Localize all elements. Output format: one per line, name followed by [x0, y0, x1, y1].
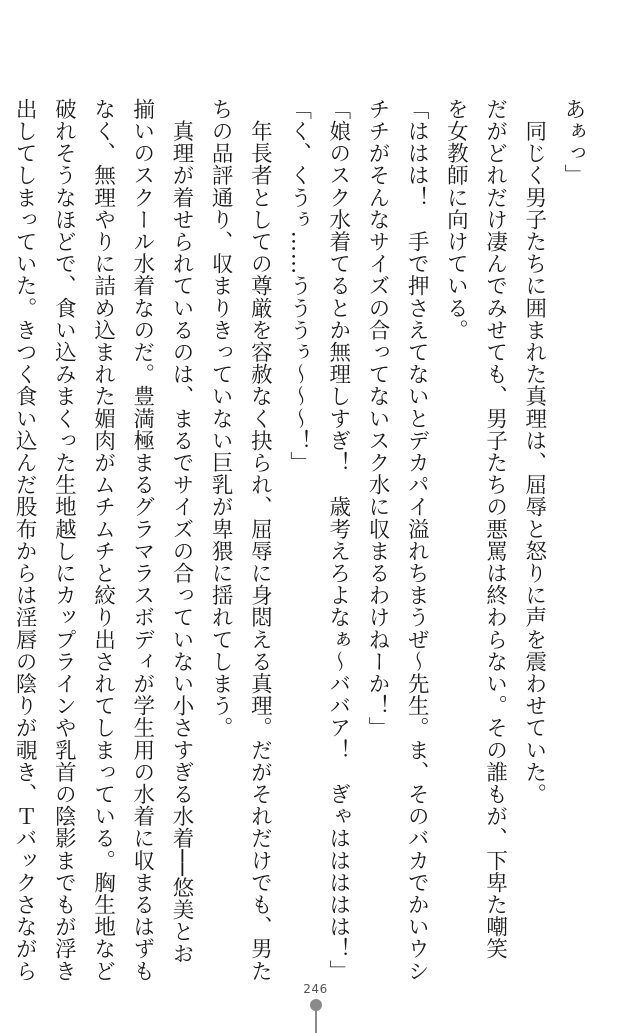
folio-marker-icon: [310, 999, 322, 1033]
text-line: 破れそうなほどで、食い込みまくった生地越しにカップラインや乳首の陰影までもが浮き: [51, 98, 77, 982]
text-line: あぁっ」: [561, 98, 586, 187]
text-line: 同じく男子たちに囲まれた真理は、屈辱と怒りに声を震わせていた。: [521, 98, 547, 806]
text-line: 「娘のスク水着てるとか無理しすぎ！ 歳考えろよなぁ～ババア！ ぎゃははははは！」: [325, 98, 351, 982]
text-line: なく、無理やりに詰め込まれた媚肉がムチムチと絞り出されてしまっている。胸生地など: [90, 98, 116, 982]
text-line: を女教師に向けている。: [443, 98, 469, 342]
text-line: 「く、くうぅ……うううぅ～～～！」: [286, 98, 312, 474]
text-line: 出してしまっていた。きつく食い込んだ股布からは淫唇の陰りが覗き、Ｔバックさながら: [12, 98, 38, 982]
text-line: 年長者としての尊厳を容赦なく抉られ、屈辱に身悶える真理。だがそれだけでも、男た: [247, 98, 273, 982]
text-line: ちの品評通り、収まりきっていない巨乳が卑猥に揺れてしまう。: [208, 98, 234, 739]
vertical-body-text: [0, 98, 593, 982]
text-line: 揃いのスクール水着なのだ。豊満極まるグラマラスボディが学生用の水着に収まるはずも: [129, 98, 155, 982]
text-line: だがどれだけ凄んでみせても、男子たちの悪罵は終わらない。その誰もが、下卑た嘲笑: [482, 98, 508, 960]
text-line: 真理が着せられているのは、まるでサイズの合っていない小さすぎる水着──悠美とお: [168, 98, 194, 965]
text-line: チチがそんなサイズの合ってないスク水に収まるわけねーか！」: [364, 98, 390, 739]
folio-stem: [315, 1009, 317, 1033]
text-line: 「ははは！ 手で押さえてないとデカパイ溢れちまうぜ～先生。ま、そのバカでかいウシ: [404, 98, 430, 982]
page-number: 246: [303, 982, 328, 996]
